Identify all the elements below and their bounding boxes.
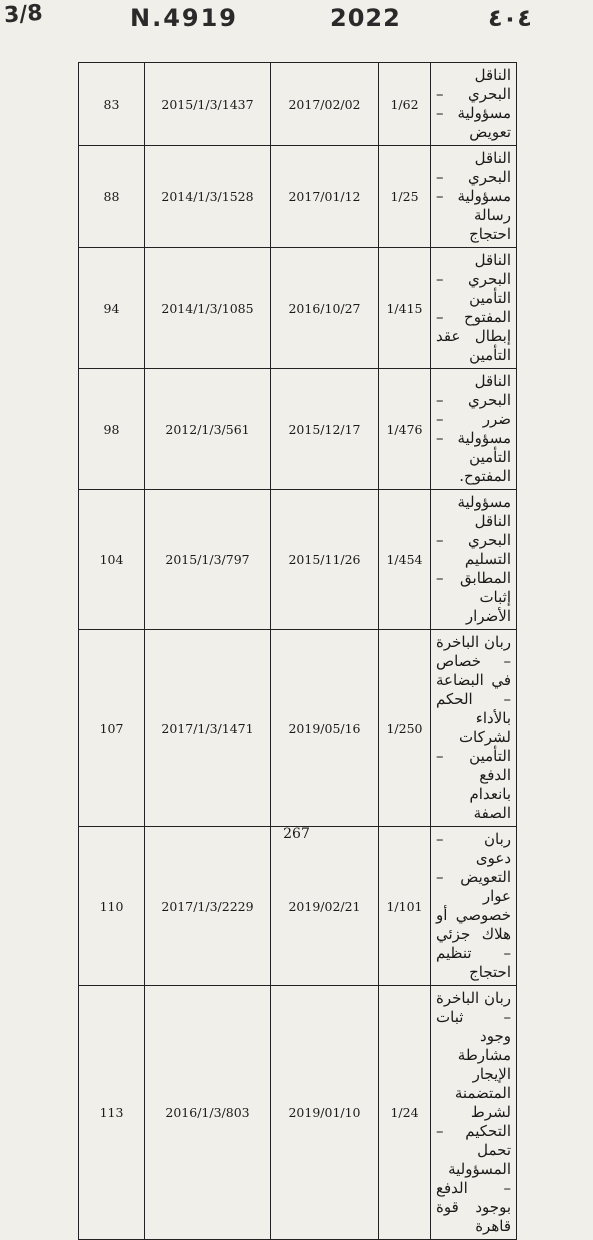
decision-date-cell: 2016/10/27 xyxy=(271,248,379,369)
page-cell: 83 xyxy=(79,63,145,146)
appeal-number-cell: 2014/1/3/1085 xyxy=(145,248,271,369)
table-row xyxy=(79,146,517,248)
page-cell: 113 xyxy=(79,986,145,1240)
page-cell: 110 xyxy=(79,827,145,986)
appeal-number-cell: 2017/1/3/1471 xyxy=(145,630,271,827)
appeal-number-cell: 2015/1/3/797 xyxy=(145,490,271,630)
decision-date-cell: 2015/12/17 xyxy=(271,369,379,490)
table-row xyxy=(79,827,517,986)
handwritten-note: ٤٠٤ xyxy=(488,4,532,32)
table-row xyxy=(79,248,517,369)
appeal-number-cell: 2015/1/3/1437 xyxy=(145,63,271,146)
table-row xyxy=(79,63,517,146)
subject-cell: ربان الباخرة – ثبات وجود مشارطة الإيجار المتضمنة لشرط التحكيم – تحمل المسؤولية – الدفع بوجود قوة قاهرة xyxy=(431,986,517,1240)
appeal-number-cell: 2012/1/3/561 xyxy=(145,369,271,490)
page-number: 267 xyxy=(283,826,310,842)
subject-cell: ربان – دعوى التعويض – عوار خصوصي أو هلاك جزئي – تنظيم احتجاج xyxy=(431,827,517,986)
handwritten-serial: N.4919 xyxy=(130,4,238,32)
page-cell: 107 xyxy=(79,630,145,827)
decision-number-cell: 1/25 xyxy=(379,146,431,248)
handwritten-index: 3/8 xyxy=(3,0,44,29)
decision-number-cell: 1/476 xyxy=(379,369,431,490)
table-row xyxy=(79,630,517,827)
decision-number-cell: 1/454 xyxy=(379,490,431,630)
subject-cell: مسؤولية الناقل البحري – التسليم المطابق – إثبات الأضرار xyxy=(431,490,517,630)
decision-date-cell: 2019/05/16 xyxy=(271,630,379,827)
handwritten-year: 2022 xyxy=(330,4,401,32)
case-index-table xyxy=(78,62,517,1240)
subject-cell: الناقل البحري – ضرر – مسؤولية – التأمين المفتوح. xyxy=(431,369,517,490)
subject-cell: الناقل البحري – مسؤولية – رسالة احتجاج xyxy=(431,146,517,248)
page-cell: 98 xyxy=(79,369,145,490)
subject-cell: الناقل البحري – التأمين المفتوح – إبطال عقد التأمين xyxy=(431,248,517,369)
decision-number-cell: 1/24 xyxy=(379,986,431,1240)
decision-number-cell: 1/250 xyxy=(379,630,431,827)
decision-number-cell: 1/415 xyxy=(379,248,431,369)
subject-cell: الناقل البحري – مسؤولية – تعويض xyxy=(431,63,517,146)
table-row xyxy=(79,490,517,630)
decision-number-cell: 1/62 xyxy=(379,63,431,146)
page-cell: 94 xyxy=(79,248,145,369)
decision-date-cell: 2019/02/21 xyxy=(271,827,379,986)
decision-number-cell: 1/101 xyxy=(379,827,431,986)
decision-date-cell: 2017/01/12 xyxy=(271,146,379,248)
subject-cell: ربان الباخرة – خصاص في البضاعة – الحكم بالأداء لشركات التأمين – الدفع بانعدام الصفة xyxy=(431,630,517,827)
appeal-number-cell: 2017/1/3/2229 xyxy=(145,827,271,986)
decision-date-cell: 2015/11/26 xyxy=(271,490,379,630)
decision-date-cell: 2019/01/10 xyxy=(271,986,379,1240)
table-row xyxy=(79,986,517,1240)
page-cell: 104 xyxy=(79,490,145,630)
decision-date-cell: 2017/02/02 xyxy=(271,63,379,146)
appeal-number-cell: 2016/1/3/803 xyxy=(145,986,271,1240)
table-row xyxy=(79,369,517,490)
appeal-number-cell: 2014/1/3/1528 xyxy=(145,146,271,248)
page-cell: 88 xyxy=(79,146,145,248)
